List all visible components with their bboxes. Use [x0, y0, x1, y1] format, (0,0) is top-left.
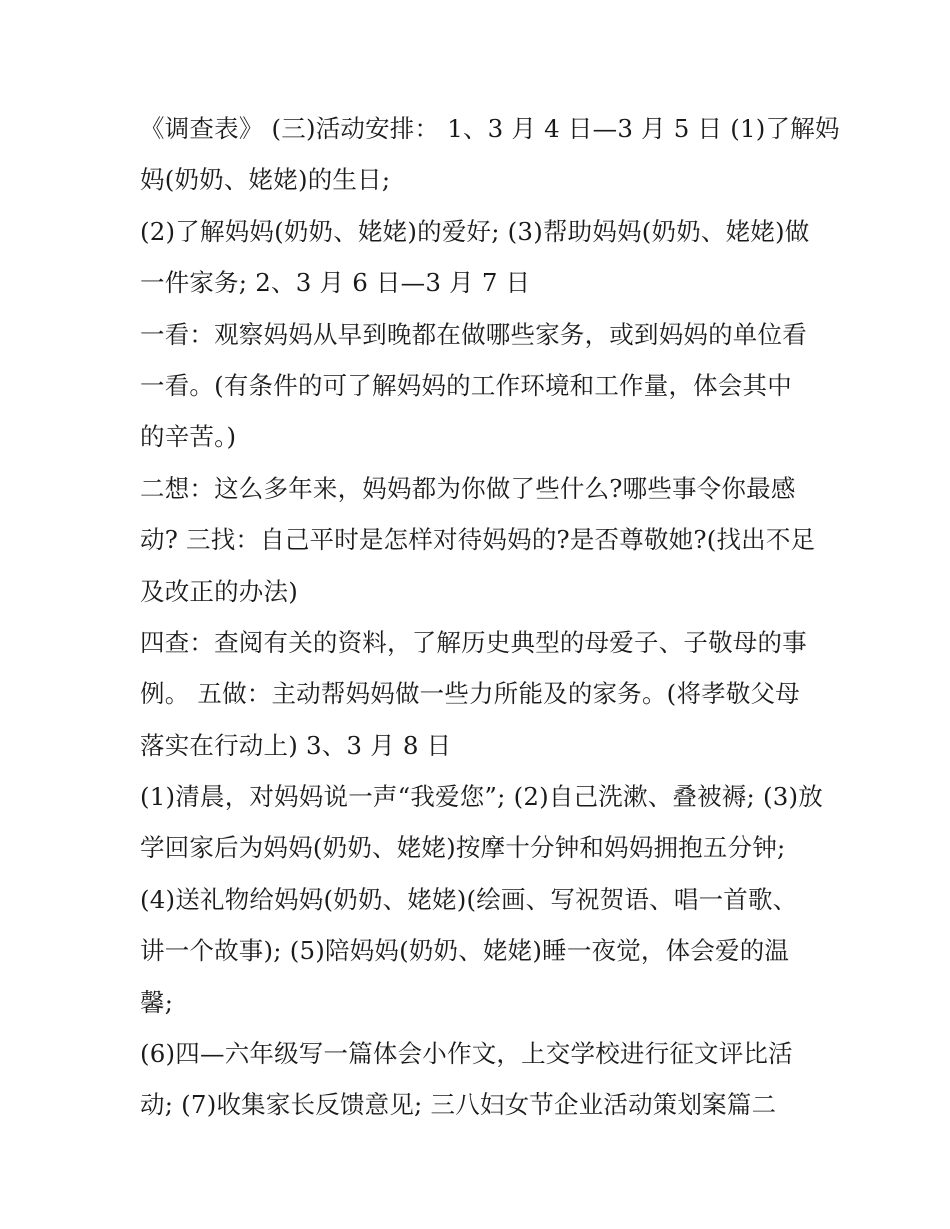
text-line: (6)四—六年级写一篇体会小作文，上交学校进行征文评比活	[140, 1039, 793, 1069]
text-line: 《调查表》 (三)活动安排： 1、3 月 4 日—3 月 5 日 (1)了解妈	[140, 114, 840, 143]
text-line: 一看。(有条件的可了解妈妈的工作环境和工作量，体会其中	[140, 370, 792, 400]
text-line: 动; (7)收集家长反馈意见; 三八妇女节企业活动策划案篇二	[140, 1090, 777, 1120]
text-line: 动? 三找：自己平时是怎样对待妈妈的?是否尊敬她?(找出不足	[140, 525, 816, 555]
document-body	[140, 103, 840, 1131]
text-line: 妈(奶奶、姥姥)的生日;	[140, 165, 391, 195]
text-line: (4)送礼物给妈妈(奶奶、姥姥)(绘画、写祝贺语、唱一首歌、	[140, 884, 798, 914]
text-line: 二想：这么多年来，妈妈都为你做了些什么?哪些事令你最感	[140, 473, 796, 503]
text-line: 落实在行动上) 3、3 月 8 日	[140, 730, 452, 760]
text-line: 学回家后为妈妈(奶奶、姥姥)按摩十分钟和妈妈拥抱五分钟;	[140, 833, 786, 863]
text-line: 一件家务; 2、3 月 6 日—3 月 7 日	[140, 268, 531, 298]
text-line: 及改正的办法)	[140, 576, 298, 606]
text-line: 一看：观察妈妈从早到晚都在做哪些家务，或到妈妈的单位看	[140, 319, 807, 349]
text-line: (1)清晨，对妈妈说一声“我爱您”; (2)自己洗漱、叠被褥; (3)放	[140, 782, 823, 812]
text-line: 例。 五做：主动帮妈妈做一些力所能及的家务。(将孝敬父母	[140, 679, 800, 709]
text-line: 的辛苦。)	[140, 422, 237, 452]
text-line: 讲一个故事); (5)陪妈妈(奶奶、姥姥)睡一夜觉，体会爱的温	[140, 936, 790, 966]
text-line: (2)了解妈妈(奶奶、姥姥)的爱好; (3)帮助妈妈(奶奶、姥姥)做	[140, 216, 810, 246]
text-line: 四查：查阅有关的资料，了解历史典型的母爱子、子敬母的事	[140, 627, 807, 657]
text-line: 馨;	[140, 987, 174, 1017]
